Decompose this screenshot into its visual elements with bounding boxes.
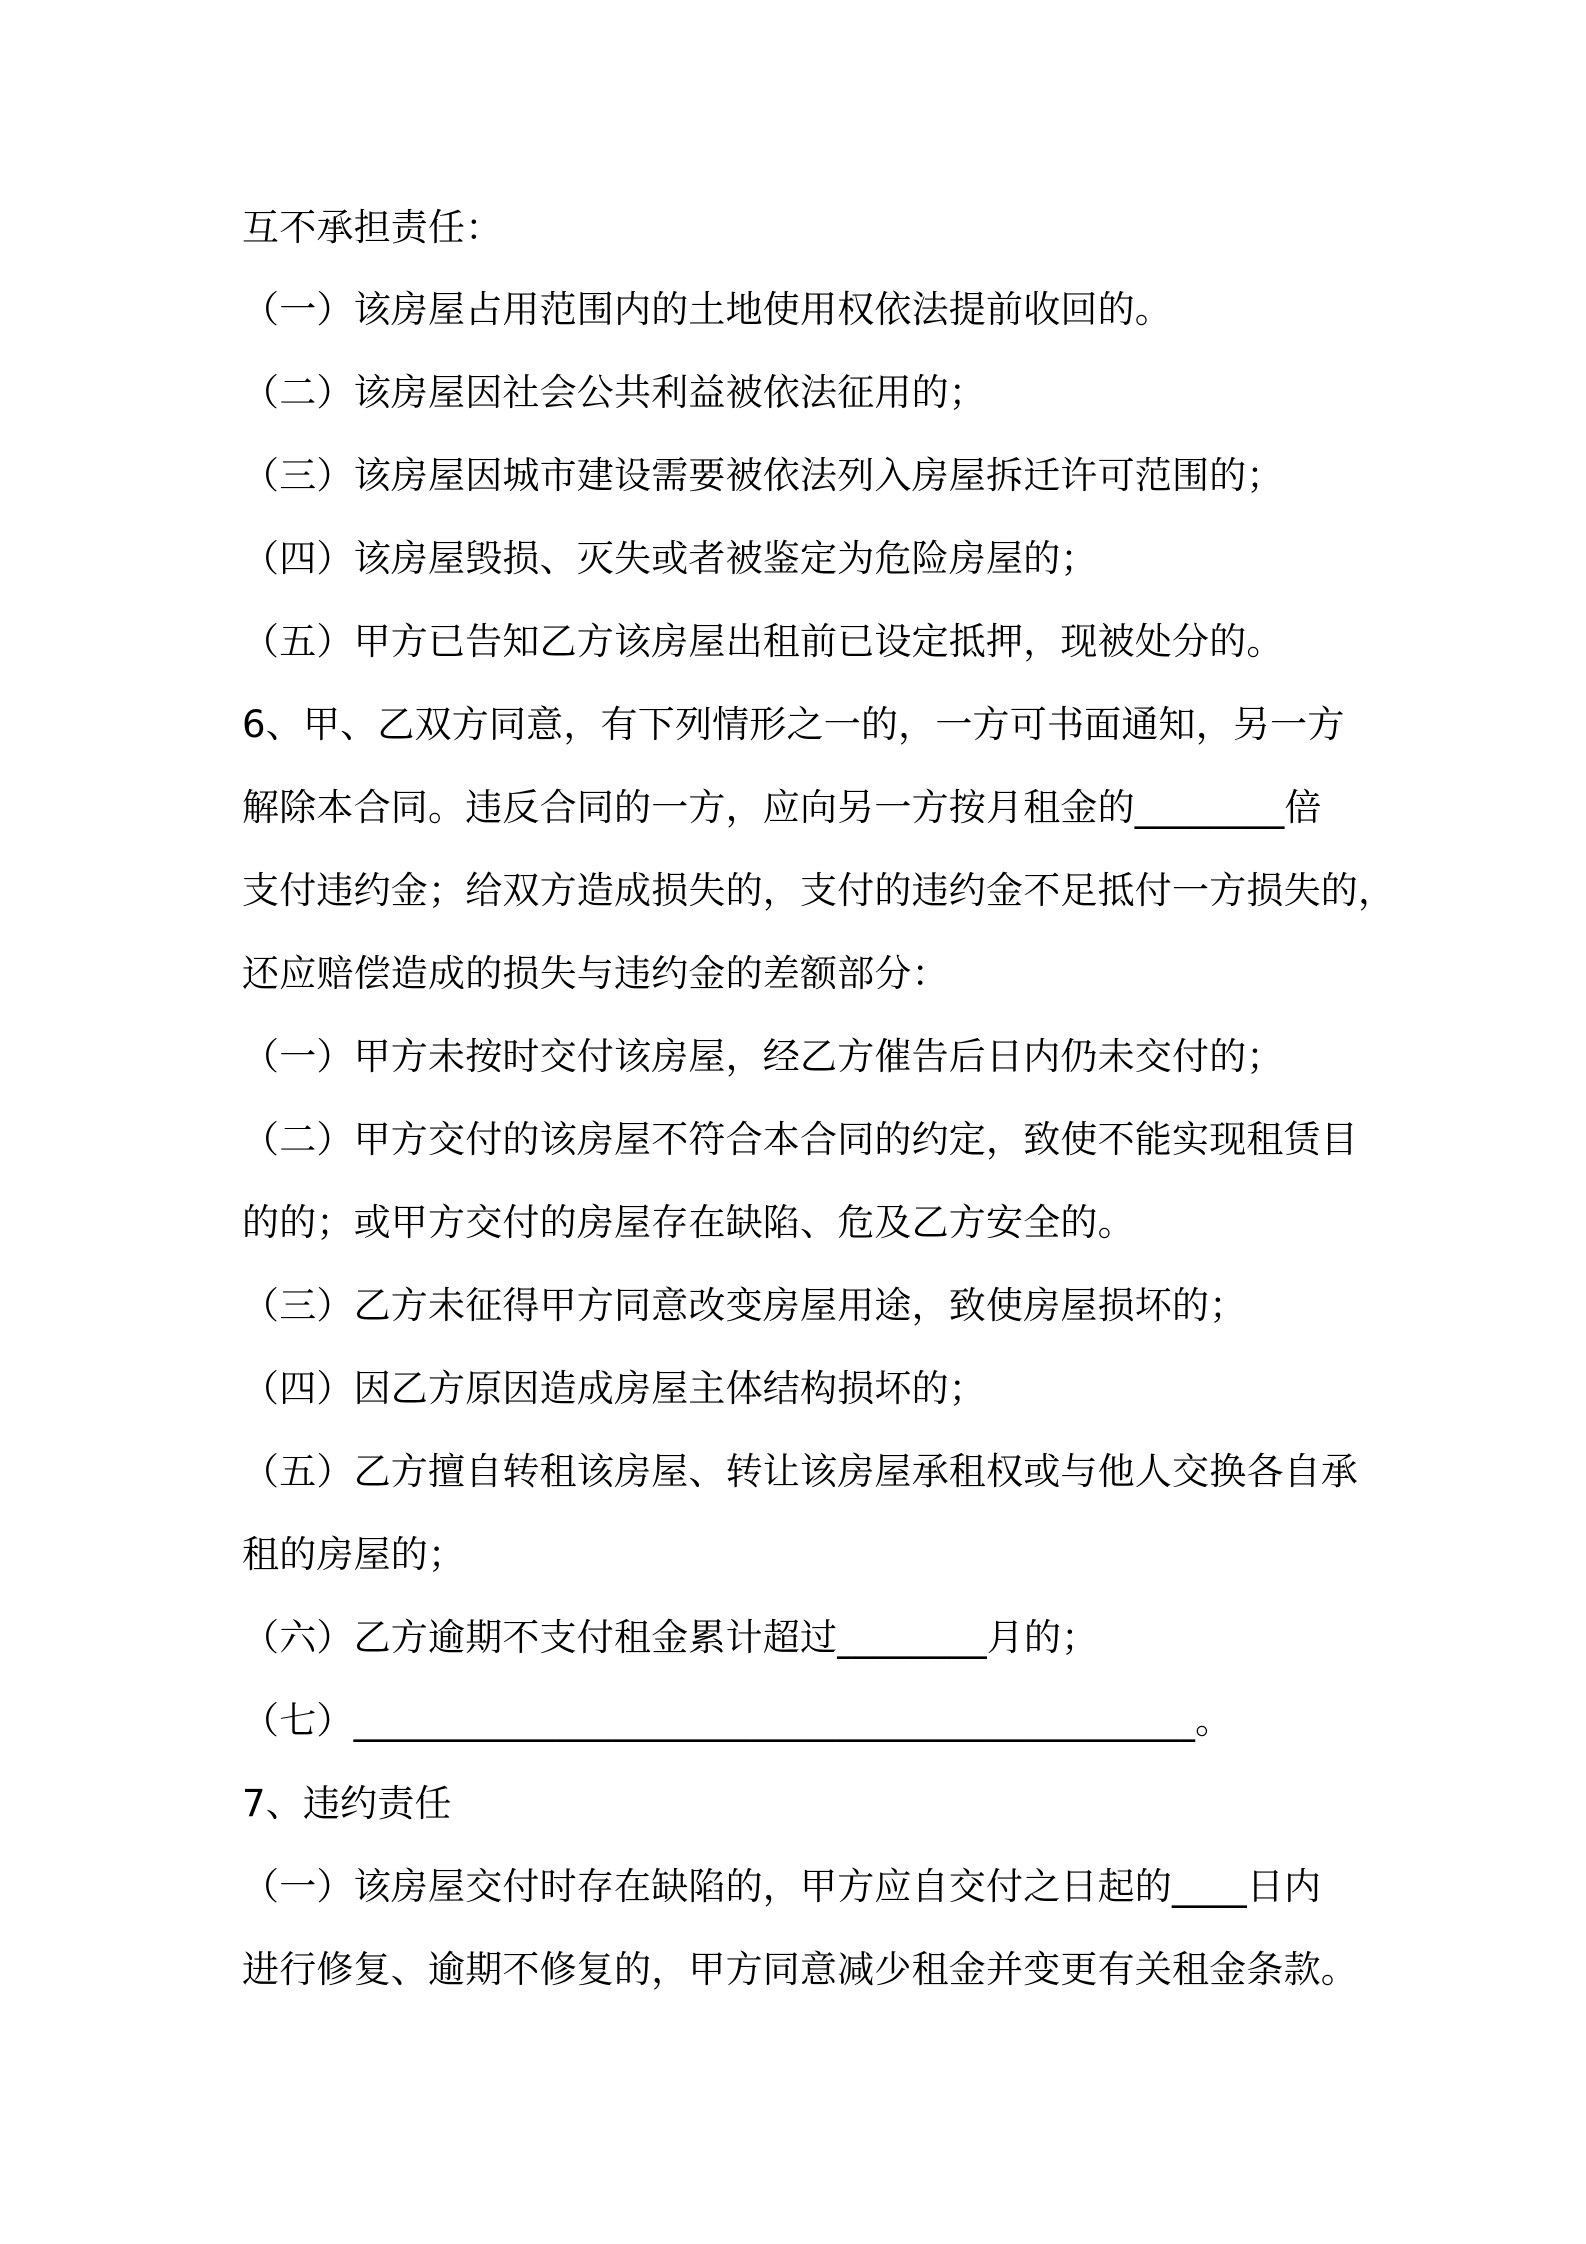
text-line: 支付违约金；给双方造成损失的，支付的违约金不足抵付一方损失的， (242, 869, 1396, 912)
clause-item: （二）该房屋因社会公共利益被依法征用的； (242, 371, 986, 414)
clause-item: （五）乙方擅自转租该房屋、转让该房屋承租权或与他人交换各自承 (242, 1450, 1358, 1493)
text-line: 互不承担责任： (242, 206, 503, 249)
text-line: 进行修复、逾期不修复的，甲方同意减少租金并变更有关租金条款。 (242, 1948, 1358, 1991)
clause-item: （一）甲方未按时交付该房屋，经乙方催告后日内仍未交付的； (242, 1035, 1284, 1078)
clause-item: （二）甲方交付的该房屋不符合本合同的约定，致使不能实现租赁目 (242, 1118, 1358, 1161)
clause-item: （四）因乙方原因造成房屋主体结构损坏的； (242, 1367, 986, 1410)
text-line: 解除本合同。违反合同的一方，应向另一方按月租金的________倍 (242, 786, 1322, 829)
text-line: 的的；或甲方交付的房屋存在缺陷、危及乙方安全的。 (242, 1201, 1135, 1244)
section-heading: 7、违约责任 (242, 1782, 452, 1825)
text-line: 租的房屋的； (242, 1533, 466, 1576)
section-heading: 6、甲、乙双方同意，有下列情形之一的，一方可书面通知，另一方 (242, 703, 1345, 746)
clause-item: （三）该房屋因城市建设需要被依法列入房屋拆迁许可范围的； (242, 454, 1284, 497)
text-line: 还应赔偿造成的损失与违约金的差额部分： (242, 952, 949, 995)
clause-item: （六）乙方逾期不支付租金累计超过________月的； (242, 1616, 1099, 1659)
clause-item: （三）乙方未征得甲方同意改变房屋用途，致使房屋损坏的； (242, 1284, 1247, 1327)
clause-item: （五）甲方已告知乙方该房屋出租前已设定抵押，现被处分的。 (242, 620, 1284, 663)
clause-item: （四）该房屋毁损、灭失或者被鉴定为危险房屋的； (242, 537, 1098, 580)
clause-item: （七）_____________________________________________。 (242, 1699, 1233, 1742)
clause-item: （一）该房屋交付时存在缺陷的，甲方应自交付之日起的____日内 (242, 1865, 1322, 1908)
clause-item: （一）该房屋占用范围内的土地使用权依法提前收回的。 (242, 288, 1172, 331)
